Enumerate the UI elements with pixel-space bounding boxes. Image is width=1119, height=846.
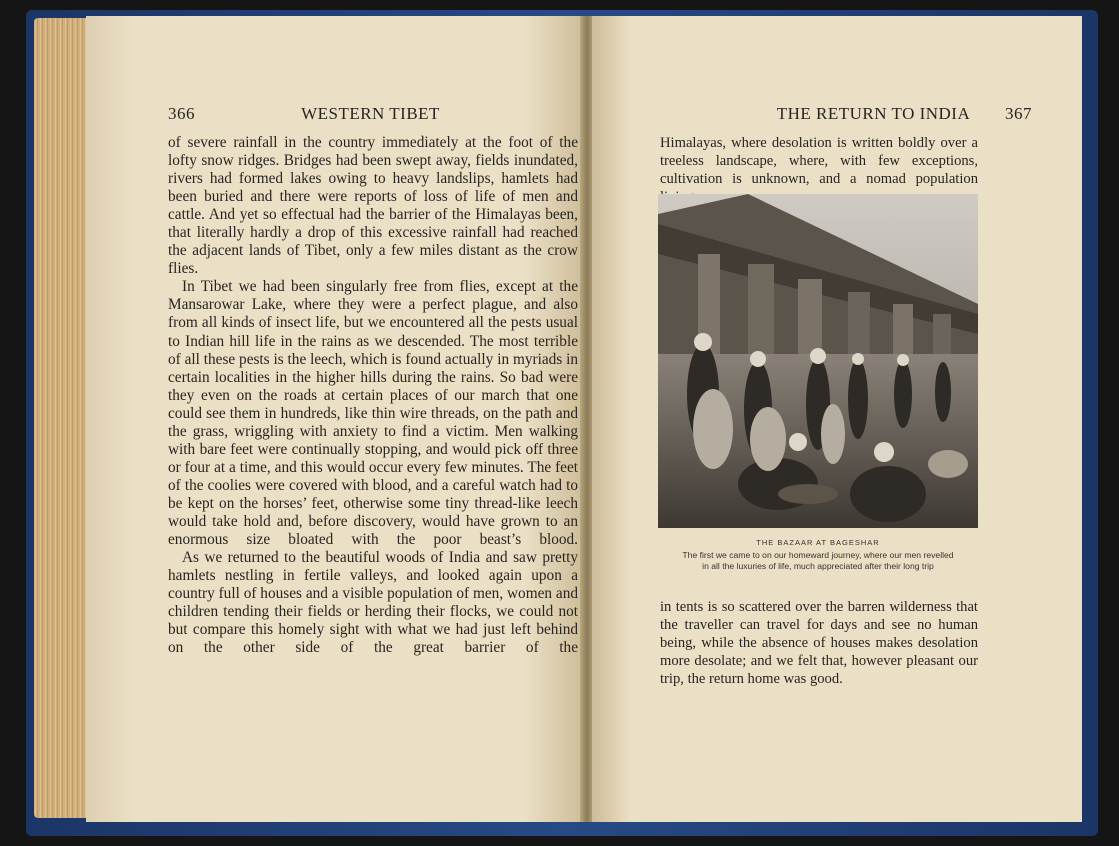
paragraph: As we returned to the beautiful woods of India and saw pretty hamlets nestling in fertile valleys, and looked again upon a country full of houses and a visible population of men, women and children tending their fields or herding their flocks, we could not but compare this homely sight with what we had just left behind on the other side of the great barrier of the — [168, 549, 578, 657]
running-head-left: WESTERN TIBET — [301, 104, 440, 123]
paragraph: In Tibet we had been singularly free from flies, except at the Mansarowar Lake, where they were a perfect plague, and also from all kinds of insect life, but we encountered all the pests usual to Indian hill life in the rains as we descended. The most terrible of all these pests is the leech, which is found actually in myriads in certain localities in the higher hills during the rains. So bad were they even on the roads at certain places of our march that one could see them in hundreds, like thin wire threads, on the path and the grass, wriggling with anxiety to find a victim. Men walking with bare feet were continually stopping, and would pick off three or four at a time, and this would occur every few minutes. The feet of the coolies were covered with blood, and a careful watch had to be kept on the horses’ feet, otherwise some tiny thread-like leech would take hold and, before discovery, would have grown to an enormous size bloated with the poor beast’s blood. — [168, 278, 578, 549]
left-page-body — [168, 134, 578, 657]
page-number-left: 366 — [168, 104, 195, 123]
left-page — [86, 16, 584, 822]
figure-caption — [658, 538, 978, 572]
right-page-bottom-text — [660, 598, 978, 688]
page-number-right: 367 — [1005, 104, 1032, 123]
paragraph: in tents is so scattered over the barren wilderness that the traveller can travel for days and see no human being, while the absence of houses makes desolation more desolate; and we felt that, however pleasant our trip, the return home was good. — [660, 599, 978, 688]
figure-caption-line: The first we came to on our homeward journey, where our men revelled — [682, 550, 954, 560]
paragraph: Himalayas, where desolation is written boldly over a treeless landscape, where, with few exceptions, cultivation is unknown, and a nomad population — [660, 135, 978, 188]
left-page-header — [168, 104, 576, 124]
paragraph: of severe rainfall in the country immediately at the foot of the lofty snow ridges. Bridges had been swept away, fields inundated, rivers had formed lakes owing to heavy landslips, hamlets had been buried and there were reports of loss of life of men and cattle. And yet so effectual had the barrier of the Himalayas been, that literally hardly a drop of this excessive rainfall had reached the adjacent lands of Tibet, only a few miles distant as the crow flies. — [168, 134, 578, 278]
right-page — [592, 16, 1082, 822]
figure-caption-line: in all the luxuries of life, much appreciated after their long trip — [702, 561, 934, 571]
right-page-header — [732, 104, 1032, 124]
figure-title: THE BAZAAR AT BAGESHAR — [756, 538, 880, 547]
running-head-right: THE RETURN TO INDIA — [776, 104, 971, 123]
page-edges — [34, 18, 94, 818]
bazaar-photograph — [658, 194, 978, 528]
